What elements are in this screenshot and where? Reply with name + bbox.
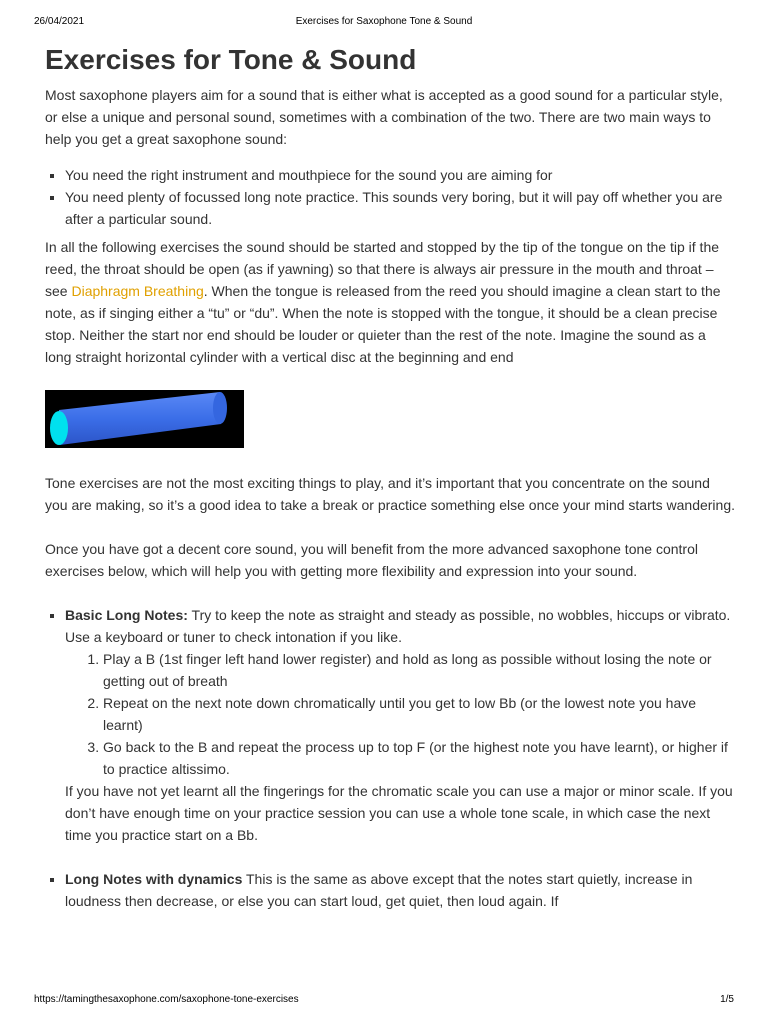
exercise-desc: This is the same as above except that the notes start quietly, increase in loudness then decrease, or else you can start loud, get quiet, then loud again. If [65,871,693,909]
exercise-note: If you have not yet learnt all the fingerings for the chromatic scale you can use a major or minor scale. If you don’t have enough time on your practice session you can use a whole tone scale, in which case the next time you practice start on a Bb. [65,783,733,843]
article [45,42,735,912]
list-item: 1. Play a B (1st finger left hand lower register) and hold as long as possible without losing the note or getting out of breath [103,648,735,692]
list-item: 2. Repeat on the next note down chromatically until you get to low Bb (or the lowest note you have learnt) [103,692,735,736]
ways-list [45,164,735,230]
advanced-paragraph: Once you have got a decent core sound, you will benefit from the more advanced saxophone tone control exercises below, which will help you with getting more flexibility and expression into your sound. [45,541,698,579]
print-url: https://tamingthesaxophone.com/saxophone-tone-exercises [34,994,299,1005]
cylinder-body [59,392,221,445]
list-item: 3. Go back to the B and repeat the process up to top F (or the highest note you have learnt), or higher if to practice altissimo. [103,736,735,780]
print-header [34,16,734,30]
exercise-long-notes-dynamics [65,868,735,912]
print-doc-title: Exercises for Saxophone Tone & Sound [295,16,473,27]
cylinder-graphic [45,390,244,448]
cylinder-image [45,390,735,448]
page-title: Exercises for Tone & Sound [45,44,417,75]
print-footer [34,994,734,1008]
exercise-name: Long Notes with dynamics [65,871,243,887]
list-item: ▪ You need the right instrument and mouthpiece for the sound you are aiming for [65,164,735,186]
exercise-steps [65,648,735,780]
exercise-name: Basic Long Notes: [65,607,188,623]
page-number: 1/5 [720,994,734,1005]
tongue-text-end: . When the tongue is released from the reed you should imagine a clean start to the note, as if singing either a “tu” or “du”. When the note is stopped with the tongue, it should be a clean precise stop. Neither the start nor end should be louder or quieter than the rest of the note. Imagine the sound as a long straight horizontal cylinder with a vertical disc at the beginning and end [45,283,721,365]
list-item: ▪ You need plenty of focussed long note practice. This sounds very boring, but it will pay off whether you are after a particular sound. [65,186,735,230]
tongue-paragraph [45,236,735,368]
tongue-text-start: In all the following exercises the sound should be started and stopped by the tip of the tongue on the tip if the reed, the throat should be open (as if yawning) so that there is always air pressure in the mouth and throat – see [45,239,720,299]
intro-paragraph: Most saxophone players aim for a sound that is either what is accepted as a good sound for a particular style, or else a unique and personal sound, sometimes with a combination of the two. There are two main ways to help you get a great saxophone sound: [45,87,723,147]
cylinder-end [213,392,227,424]
exercise-desc: Try to keep the note as straight and steady as possible, no wobbles, hiccups or vibrato. Use a keyboard or tuner to check intonation if you like. [65,607,731,645]
diaphragm-breathing-link[interactable]: Diaphragm Breathing [71,283,204,299]
exercise-list [45,604,735,912]
print-date: 26/04/2021 [34,16,85,27]
exercise-basic-long-notes [65,604,735,846]
cylinder-disc [50,411,68,445]
concentrate-paragraph: Tone exercises are not the most exciting things to play, and it’s important that you concentrate on the sound you are making, so it’s a good idea to take a break or practice something else once your mind starts wandering. [45,475,736,513]
